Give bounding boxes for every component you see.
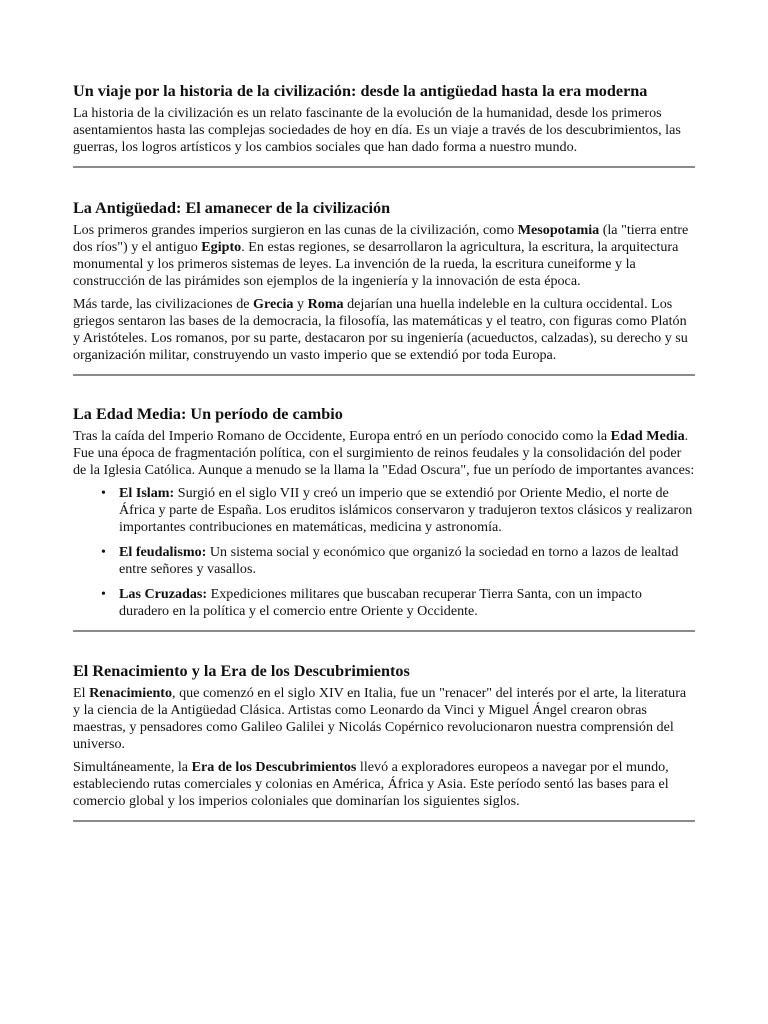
- bold-term: Mesopotamia: [517, 222, 600, 238]
- paragraph-text: , que comenzó en el siglo XIV en Italia, fue un "renacer" del interés por el arte, la literatura y la ciencia de la Antigüedad Clásica. Artistas como Leonardo da Vinci y Miguel Ángel crearon obras maestras, y pensadores como Galileo Galilei y Nicolás Copérnico revolucionaron nuestra comprensión del universo.: [73, 685, 687, 752]
- paragraph-text: La historia de la civilización es un relato fascinante de la evolución de la humanidad, desde los primeros asentamientos hasta las complejas sociedades de hoy en día. Es un viaje a través de los descubrimientos, las guerras, los logros artísticos y los cambios sociales que han dado forma a nuestro mundo.: [73, 105, 681, 155]
- list-item-text: Expediciones militares que buscaban recuperar Tierra Santa, con un impacto duradero en la política y el comercio entre Oriente y Occidente.: [119, 586, 642, 619]
- paragraph-text: dejarían una huella indeleble en la cultura occidental. Los griegos sentaron las bases de la democracia, la filosofía, las matemáticas y el teatro, con figuras como Platón y Aristóteles. Los romanos, por su parte, destacaron por su ingeniería (acueductos, calzadas), su derecho y su organización militar, construyendo un vasto imperio que se extendió por toda Europa.: [73, 296, 688, 363]
- paragraph-text: y: [293, 296, 308, 312]
- section-divider: [73, 374, 695, 376]
- section-paragraph: [73, 759, 695, 810]
- paragraph-text: Más tarde, las civilizaciones de: [73, 296, 254, 312]
- list-item-text: Surgió en el siglo VII y creó un imperio que se extendió por Oriente Medio, el norte de África y parte de España. Los eruditos islámicos conservaron y tradujeron textos clásicos y realizaron importantes contribuciones en matemáticas, medicina y astronomía.: [119, 485, 693, 535]
- list-item: [101, 544, 695, 578]
- section-paragraph: [73, 685, 695, 753]
- paragraph-text: (la "tierra entre dos ríos") y el antiguo: [73, 222, 689, 255]
- section-antiquity: [73, 199, 695, 376]
- section-divider: [73, 820, 695, 822]
- bullet-list: [73, 485, 695, 620]
- section-heading: Un viaje por la historia de la civilización: desde la antigüedad hasta la era moderna: [73, 82, 648, 100]
- bold-term: Roma: [307, 296, 344, 312]
- paragraph-text: llevó a exploradores europeos a navegar por el mundo, estableciendo rutas comerciales y colonias en América, África y Asia. Este período sentó las bases para el comercio global y los imperios coloniales que dominarían los siguientes siglos.: [73, 759, 669, 809]
- paragraph-text: . Fue una época de fragmentación política, con el surgimiento de reinos feudales y la consolidación del poder de la Iglesia Católica. Aunque a menudo se la llama la "Edad Oscura", fue un período de importantes avances:: [73, 428, 695, 478]
- section-paragraph: [73, 222, 695, 290]
- section-paragraph: [73, 428, 695, 479]
- list-item-label: Las Cruzadas:: [119, 586, 208, 602]
- list-item-label: El Islam:: [119, 485, 175, 501]
- paragraph-text: El: [73, 685, 90, 701]
- section-intro: [73, 82, 695, 168]
- list-item: [101, 586, 695, 620]
- section-paragraph: [73, 296, 695, 364]
- bold-term: Renacimiento: [89, 685, 173, 701]
- paragraph-text: Los primeros grandes imperios surgieron en las cunas de la civilización, como: [73, 222, 518, 238]
- section-heading: La Antigüedad: El amanecer de la civilización: [73, 199, 391, 217]
- bold-term: Egipto: [201, 239, 242, 255]
- paragraph-text: . En estas regiones, se desarrollaron la agricultura, la escritura, la arquitectura monumental y los primeros sistemas de leyes. La invención de la rueda, la escritura cuneiforme y la construcción de las pirámides son ejemplos de la ingeniería y la innovación de esta época.: [73, 239, 679, 289]
- bullet-icon: •: [101, 485, 106, 501]
- section-middle-ages: [73, 405, 695, 632]
- paragraph-text: Tras la caída del Imperio Romano de Occidente, Europa entró en un período conocido como la: [73, 428, 611, 444]
- section-divider: [73, 166, 695, 168]
- bold-term: Grecia: [253, 296, 294, 312]
- list-item-label: El feudalismo:: [119, 544, 207, 560]
- bold-term: Edad Media: [610, 428, 685, 444]
- section-paragraph: [73, 105, 695, 156]
- list-item-text: Un sistema social y económico que organizó la sociedad en torno a lazos de lealtad entre señores y vasallos.: [119, 544, 679, 577]
- section-heading: El Renacimiento y la Era de los Descubrimientos: [73, 662, 410, 680]
- bullet-icon: •: [101, 586, 106, 602]
- bold-term: Era de los Descubrimientos: [191, 759, 357, 775]
- section-renaissance: [73, 662, 695, 822]
- list-item: [101, 485, 695, 536]
- paragraph-text: Simultáneamente, la: [73, 759, 192, 775]
- bullet-icon: •: [101, 544, 106, 560]
- section-divider: [73, 630, 695, 632]
- section-heading: La Edad Media: Un período de cambio: [73, 405, 343, 423]
